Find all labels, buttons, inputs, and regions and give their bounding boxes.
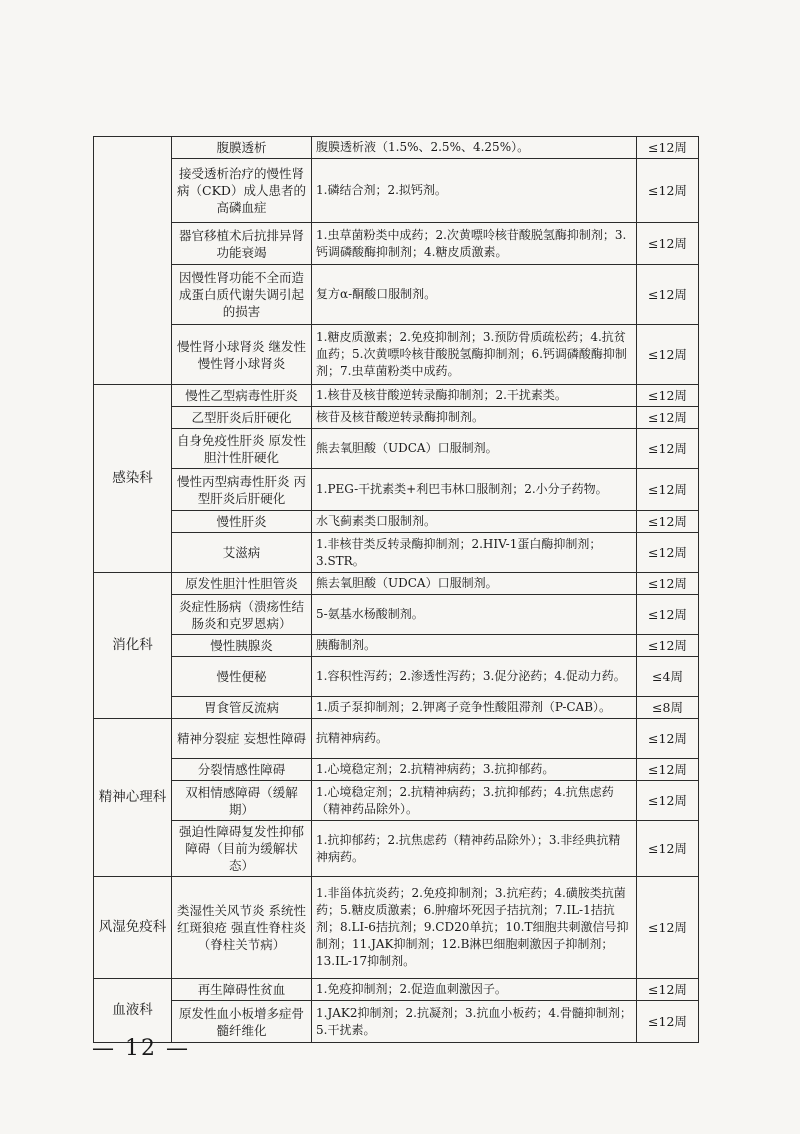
disease-cell: 慢性便秘: [172, 657, 312, 697]
disease-cell: 再生障碍性贫血: [172, 979, 312, 1001]
period-cell: ≤12周: [637, 137, 699, 159]
disease-cell: 类湿性关风节炎 系统性红斑狼疮 强直性脊柱炎（脊柱关节病）: [172, 877, 312, 979]
disease-cell: 慢性肾小球肾炎 继发性慢性肾小球肾炎: [172, 325, 312, 385]
drug-cell: 水飞蓟素类口服制剂。: [312, 511, 637, 533]
period-cell: ≤12周: [637, 821, 699, 877]
period-cell: ≤12周: [637, 223, 699, 265]
table-row: [94, 781, 699, 821]
drug-cell: 1.抗抑郁药；2.抗焦虑药（精神药品除外）；3.非经典抗精神病药。: [312, 821, 637, 877]
drug-cell: 1.心境稳定剂；2.抗精神病药；3.抗抑郁药。: [312, 759, 637, 781]
disease-cell: 慢性胰腺炎: [172, 635, 312, 657]
period-cell: ≤12周: [637, 1001, 699, 1043]
table-row: [94, 159, 699, 223]
dept-cell: 消化科: [94, 573, 172, 719]
disease-cell: 慢性乙型病毒性肝炎: [172, 385, 312, 407]
disease-cell: 腹膜透析: [172, 137, 312, 159]
period-cell: ≤12周: [637, 781, 699, 821]
table-row: [94, 719, 699, 759]
drug-cell: 1.免疫抑制剂；2.促造血刺激因子。: [312, 979, 637, 1001]
drug-cell: 1.JAK2抑制剂；2.抗凝剂；3.抗血小板药；4.骨髓抑制剂；5.干扰素。: [312, 1001, 637, 1043]
drug-table: [93, 136, 699, 1043]
dept-cell: 风湿免疫科: [94, 877, 172, 979]
disease-cell: 因慢性肾功能不全而造成蛋白质代谢失调引起的损害: [172, 265, 312, 325]
table-row: [94, 223, 699, 265]
table-row: [94, 265, 699, 325]
disease-cell: 炎症性肠病（溃疡性结肠炎和克罗恩病）: [172, 595, 312, 635]
drug-cell: 1.心境稳定剂；2.抗精神病药；3.抗抑郁药；4.抗焦虑药（精神药品除外）。: [312, 781, 637, 821]
table-row: [94, 821, 699, 877]
disease-cell: 器官移植术后抗排异肾功能衰竭: [172, 223, 312, 265]
drug-cell: 1.虫草菌粉类中成药；2.次黄嘌呤核苷酸脱氢酶抑制剂；3.钙调磷酸酶抑制剂；4.糖皮质激素。: [312, 223, 637, 265]
period-cell: ≤12周: [637, 635, 699, 657]
period-cell: ≤4周: [637, 657, 699, 697]
period-cell: ≤12周: [637, 877, 699, 979]
disease-cell: 原发性血小板增多症骨髓纤维化: [172, 1001, 312, 1043]
period-cell: ≤12周: [637, 511, 699, 533]
period-cell: ≤12周: [637, 265, 699, 325]
dept-cell: 感染科: [94, 385, 172, 573]
period-cell: ≤12周: [637, 595, 699, 635]
disease-cell: 精神分裂症 妄想性障碍: [172, 719, 312, 759]
disease-cell: 艾滋病: [172, 533, 312, 573]
drug-cell: 1.质子泵抑制剂；2.钾离子竞争性酸阻滞剂（P-CAB）。: [312, 697, 637, 719]
disease-cell: 接受透析治疗的慢性肾病（CKD）成人患者的高磷血症: [172, 159, 312, 223]
drug-cell: 胰酶制剂。: [312, 635, 637, 657]
dept-cell: 血液科: [94, 979, 172, 1043]
drug-cell: 5-氨基水杨酸制剂。: [312, 595, 637, 635]
drug-cell: 核苷及核苷酸逆转录酶抑制剂。: [312, 407, 637, 429]
disease-cell: 强迫性障碍复发性抑郁障碍（目前为缓解状态）: [172, 821, 312, 877]
table-row: [94, 533, 699, 573]
disease-cell: 慢性丙型病毒性肝炎 丙型肝炎后肝硬化: [172, 469, 312, 511]
table-row: [94, 385, 699, 407]
drug-cell: 1.糖皮质激素；2.免疫抑制剂；3.预防骨质疏松药；4.抗贫血药；5.次黄嘌呤核苷酸脱氢酶抑制剂；6.钙调磷酸酶抑制剂；7.虫草菌粉类中成药。: [312, 325, 637, 385]
period-cell: ≤12周: [637, 719, 699, 759]
period-cell: ≤12周: [637, 469, 699, 511]
drug-cell: 1.磷结合剂；2.拟钙剂。: [312, 159, 637, 223]
disease-cell: 乙型肝炎后肝硬化: [172, 407, 312, 429]
disease-cell: 分裂情感性障碍: [172, 759, 312, 781]
table-row: [94, 697, 699, 719]
period-cell: ≤12周: [637, 159, 699, 223]
drug-cell: 腹膜透析液（1.5%、2.5%、4.25%）。: [312, 137, 637, 159]
period-cell: ≤8周: [637, 697, 699, 719]
drug-cell: 1.PEG-干扰素类+利巴韦林口服制剂；2.小分子药物。: [312, 469, 637, 511]
period-cell: ≤12周: [637, 407, 699, 429]
drug-cell: 1.非核苷类反转录酶抑制剂；2.HIV-1蛋白酶抑制剂；3.STR。: [312, 533, 637, 573]
table-row: [94, 573, 699, 595]
drug-cell: 1.非甾体抗炎药；2.免疫抑制剂；3.抗疟药；4.磺胺类抗菌药；5.糖皮质激素；6.肿瘤坏死因子拮抗剂；7.IL-1拮抗剂；8.LI-6拮抗剂；9.CD20单抗；10.T细胞共刺激信号抑制剂；11.JAK抑制剂；12.B淋巴细胞刺激因子抑制剂；13.IL-17抑制剂。: [312, 877, 637, 979]
disease-cell: 双相情感障碍（缓解期）: [172, 781, 312, 821]
page-number: — 12 —: [92, 1036, 190, 1061]
drug-cell: 1.容积性泻药；2.渗透性泻药；3.促分泌药；4.促动力药。: [312, 657, 637, 697]
period-cell: ≤12周: [637, 979, 699, 1001]
disease-cell: 胃食管反流病: [172, 697, 312, 719]
period-cell: ≤12周: [637, 759, 699, 781]
period-cell: ≤12周: [637, 385, 699, 407]
period-cell: ≤12周: [637, 429, 699, 469]
table-row: [94, 469, 699, 511]
disease-cell: 自身免疫性肝炎 原发性胆汁性肝硬化: [172, 429, 312, 469]
period-cell: ≤12周: [637, 533, 699, 573]
table-row: [94, 877, 699, 979]
disease-cell: 慢性肝炎: [172, 511, 312, 533]
drug-cell: 熊去氧胆酸（UDCA）口服制剂。: [312, 429, 637, 469]
table-row: [94, 979, 699, 1001]
drug-cell: 复方α-酮酸口服制剂。: [312, 265, 637, 325]
table-row: [94, 635, 699, 657]
table-row: [94, 407, 699, 429]
dept-cell: 精神心理科: [94, 719, 172, 877]
drug-cell: 1.核苷及核苷酸逆转录酶抑制剂；2.干扰素类。: [312, 385, 637, 407]
table-row: [94, 429, 699, 469]
period-cell: ≤12周: [637, 573, 699, 595]
table-row: [94, 511, 699, 533]
period-cell: ≤12周: [637, 325, 699, 385]
dept-cell: [94, 137, 172, 385]
drug-cell: 熊去氧胆酸（UDCA）口服制剂。: [312, 573, 637, 595]
table-row: [94, 325, 699, 385]
table-row: [94, 595, 699, 635]
table-row: [94, 137, 699, 159]
disease-cell: 原发性胆汁性胆管炎: [172, 573, 312, 595]
table-row: [94, 657, 699, 697]
drug-cell: 抗精神病药。: [312, 719, 637, 759]
table-row: [94, 759, 699, 781]
